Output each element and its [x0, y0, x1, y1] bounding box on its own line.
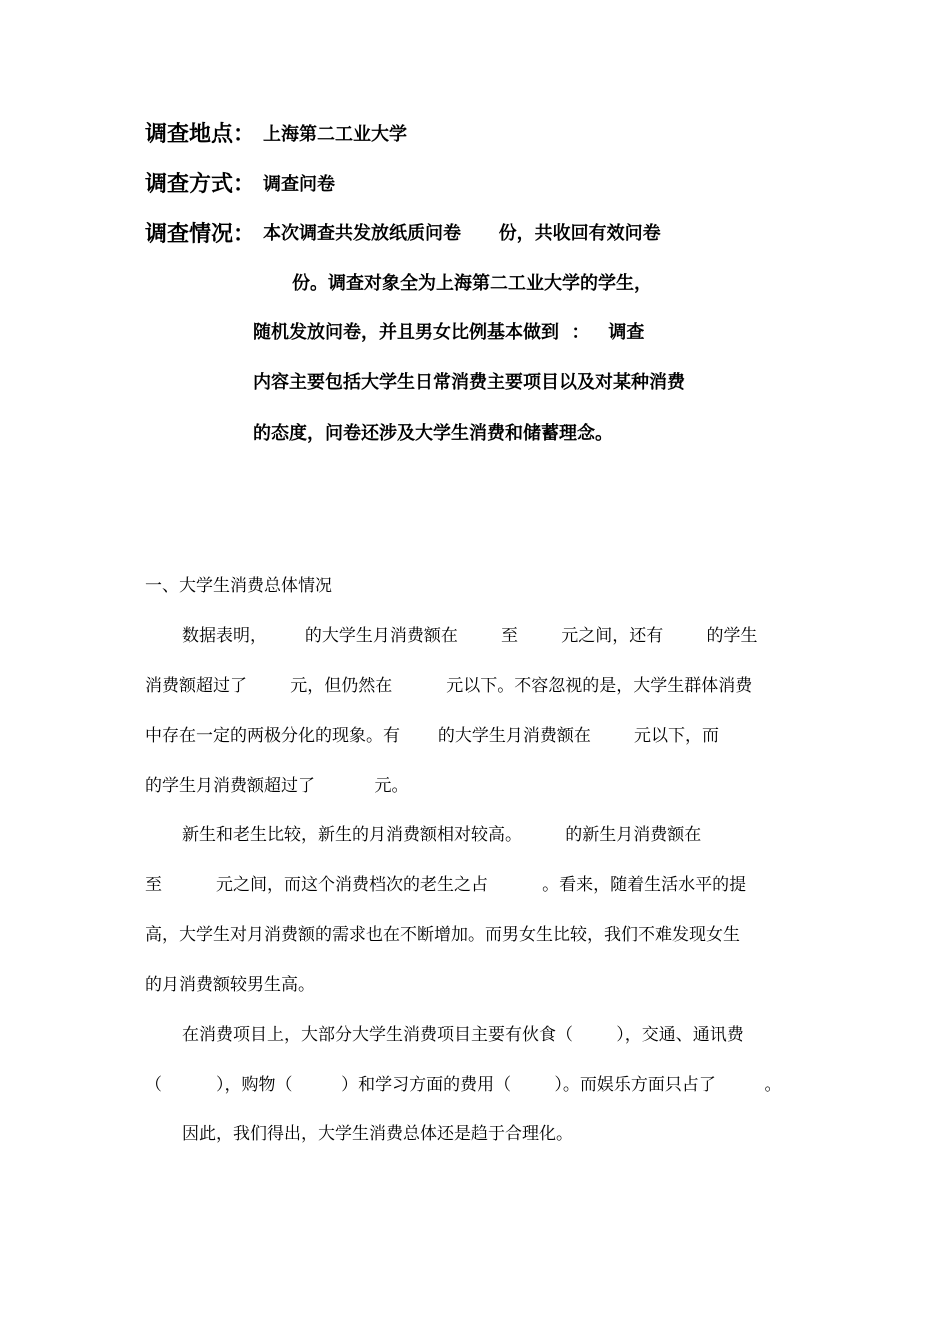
method-value: 调查问卷: [263, 174, 335, 195]
situation-line: 随机发放问卷，并且男女比例基本做到 ： 调查: [253, 322, 645, 343]
situation-line: 内容主要包括大学生日常消费主要项目以及对某种消费: [253, 372, 685, 393]
paragraph-line: 至 元之间，而这个消费档次的老生之占 。看来，随着生活水平的提: [145, 875, 747, 895]
paragraph-line: 因此，我们得出，大学生消费总体还是趋于合理化。: [182, 1124, 573, 1144]
paragraph-line: 在消费项目上，大部分大学生消费项目主要有伙食（ ），交通、通讯费: [182, 1025, 744, 1045]
method-label: 调查方式：: [145, 172, 256, 197]
situation-line: 本次调查共发放纸质问卷 份，共收回有效问卷: [263, 223, 661, 244]
paragraph-line: 数据表明， 的大学生月消费额在 至 元之间，还有 的学生: [182, 626, 758, 646]
paragraph-line: （ ），购物（ ）和学习方面的费用（ ）。而娱乐方面只占了 。: [145, 1075, 782, 1095]
paragraph-line: 消费额超过了 元，但仍然在 元以下。不容忽视的是，大学生群体消费: [145, 676, 753, 696]
location-label: 调查地点：: [145, 122, 256, 147]
situation-line: 份。调查对象全为上海第二工业大学的学生，: [292, 273, 652, 294]
situation-line: 的态度，问卷还涉及大学生消费和储蓄理念。: [253, 423, 613, 444]
paragraph-line: 的学生月消费额超过了 元。: [145, 776, 409, 796]
paragraph-line: 新生和老生比较，新生的月消费额相对较高。 的新生月消费额在: [182, 825, 702, 845]
location-value: 上海第二工业大学: [263, 124, 407, 145]
section-heading: 一、大学生消费总体情况: [145, 576, 332, 596]
situation-label: 调查情况：: [145, 222, 256, 247]
paragraph-line: 高，大学生对月消费额的需求也在不断增加。而男女生比较，我们不难发现女生: [145, 925, 740, 945]
paragraph-line: 的月消费额较男生高。: [145, 975, 315, 995]
paragraph-line: 中存在一定的两极分化的现象。有 的大学生月消费额在 元以下，而: [145, 726, 720, 746]
